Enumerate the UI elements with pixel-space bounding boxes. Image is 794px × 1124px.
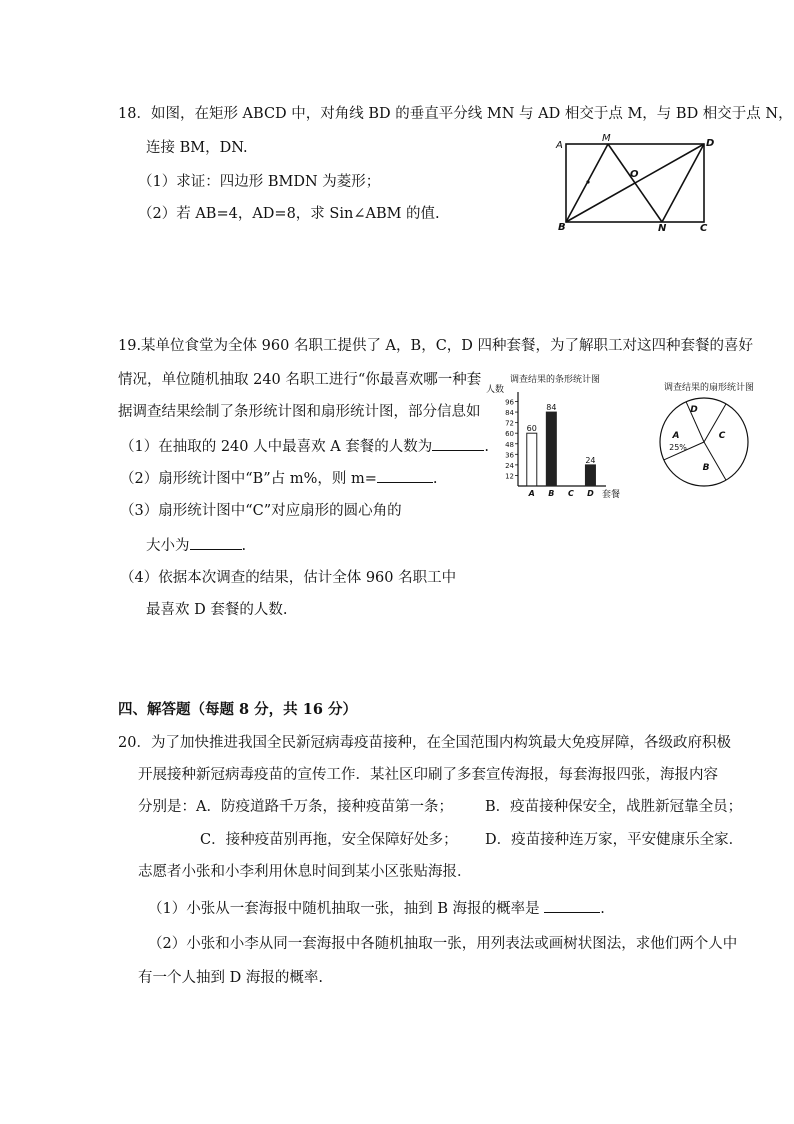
bar-category-label: C	[567, 489, 574, 498]
bar-ytick-label: 48	[505, 440, 514, 449]
label-n: N	[658, 223, 667, 234]
q20-line-4b: D．疫苗接种连万家，平安健康乐全家．	[485, 832, 744, 848]
q18-part-2: （2）若 AB=4，AD=8，求 Sin∠ABM 的值.	[138, 206, 440, 222]
bar-ytick-label: 12	[505, 472, 514, 481]
q20-line-5: 志愿者小张和小李利用休息时间到某小区张贴海报．	[138, 864, 472, 880]
label-b: B	[558, 222, 566, 233]
q20-line-2: 开展接种新冠病毒疫苗的宣传工作．某社区印刷了多套宣传海报，每套海报四张，海报内容	[138, 767, 718, 783]
bar-ytick-label: 60	[505, 430, 514, 439]
q20-part-1: （1）小张从一套海报中随机抽取一张，抽到 B 海报的概率是 .	[148, 898, 605, 919]
q20-line-4a: C．接种疫苗别再拖，安全保障好处多；	[200, 832, 458, 848]
q20-part-2-line-2: 有一个人抽到 D 海报的概率.	[138, 970, 323, 986]
q20-line-1: 20．为了加快推进我国全民新冠病毒疫苗接种，在全国范围内构筑最大免疫屏障，各级政府积极	[118, 735, 731, 751]
answer-blank-2[interactable]	[377, 468, 433, 483]
label-m: M	[602, 133, 611, 144]
bar-A	[527, 433, 537, 486]
bar-B	[546, 412, 556, 486]
bar-chart	[482, 382, 632, 502]
label-d: D	[706, 138, 715, 149]
q18-part-1: （1）求证：四边形 BMDN 为菱形；	[138, 174, 381, 190]
q19-part-3-line-2: 大小为 .	[146, 535, 246, 556]
pie-slice-A: A	[672, 431, 680, 441]
q20-line-3b: B．疫苗接种保安全，战胜新冠靠全员；	[485, 799, 743, 815]
bar-ytick-label: 36	[505, 451, 514, 460]
q18-line-1: 18．如图，在矩形 ABCD 中，对角线 BD 的垂直平分线 MN 与 AD 相交于点 M，与 BD 相交于点 N，	[118, 106, 793, 122]
q19-part-2: （2）扇形统计图中“B”占 m%，则 m= .	[120, 468, 437, 489]
pie-slice-boundary	[704, 442, 726, 480]
q19-part-3: （3）扇形统计图中“C”对应扇形的圆心角的	[120, 503, 402, 519]
bar-ytick-label: 24	[505, 461, 514, 470]
bar-chart-title: 调查结果的条形统计图	[510, 375, 601, 385]
answer-blank-1[interactable]	[432, 436, 484, 451]
bar-category-label: A	[528, 489, 535, 498]
line-mn	[608, 144, 662, 222]
pie-chart	[656, 394, 752, 490]
q19-part-1-text: （1）在抽取的 240 人中最喜欢 A 套餐的人数为	[120, 439, 433, 455]
q19-part-1: （1）在抽取的 240 人中最喜欢 A 套餐的人数为 .	[120, 436, 489, 457]
q20-part-2: （2）小张和小李从同一套海报中各随机抽取一张，用列表法或画树状图法，求他们两个人中	[148, 936, 738, 952]
q20-line-3a: 分别是：A．防疫道路千万条，接种疫苗第一条；	[138, 799, 453, 815]
label-o: O	[630, 169, 639, 180]
label-a: A	[556, 140, 563, 151]
bar-category-label: D	[587, 489, 594, 498]
bar-ytick-label: 96	[505, 398, 514, 407]
q19-line-1: 19.某单位食堂为全体 960 名职工提供了 A，B，C，D 四种套餐，为了解职工对这四种套餐的喜好	[118, 338, 754, 354]
pie-annotation: 25%	[669, 443, 687, 452]
pie-slice-C: C	[718, 431, 726, 441]
pie-chart-title: 调查结果的扇形统计图	[664, 383, 755, 393]
q19-part-4: （4）依据本次调查的结果，估计全体 960 名职工中	[120, 570, 457, 586]
label-c: C	[700, 223, 708, 234]
pie-slice-D: D	[690, 405, 698, 415]
bar-ytick-label: 84	[505, 409, 514, 418]
bar-ylabel: 人数	[486, 385, 505, 395]
q19-part-2-text: （2）扇形统计图中“B”占 m%，则 m=	[120, 471, 377, 487]
section-4-heading: 四、解答题（每题 8 分，共 16 分）	[118, 701, 357, 718]
answer-blank-3[interactable]	[190, 535, 242, 550]
q20-part-1-text: （1）小张从一套海报中随机抽取一张，抽到 B 海报的概率是	[148, 901, 540, 917]
bar-value-label: 84	[546, 403, 557, 413]
bar-D	[585, 465, 595, 486]
bar-ytick-label: 72	[505, 419, 514, 428]
q19-line-3: 据调查结果绘制了条形统计图和扇形统计图，部分信息如	[118, 404, 481, 420]
bar-xlabel: 套餐	[602, 490, 621, 500]
bar-value-label: 60	[526, 424, 537, 434]
rectangle-figure	[550, 130, 720, 235]
bar-category-label: B	[548, 489, 555, 498]
answer-blank-4[interactable]	[544, 898, 600, 913]
bar-value-label: 24	[585, 455, 596, 465]
q19-part-4-line-2: 最喜欢 D 套餐的人数.	[146, 602, 288, 618]
pie-slice-B: B	[702, 463, 710, 473]
q19-line-2: 情况，单位随机抽取 240 名职工进行“你最喜欢哪一种套	[118, 372, 482, 388]
q18-line-2: 连接 BM，DN.	[146, 140, 248, 156]
